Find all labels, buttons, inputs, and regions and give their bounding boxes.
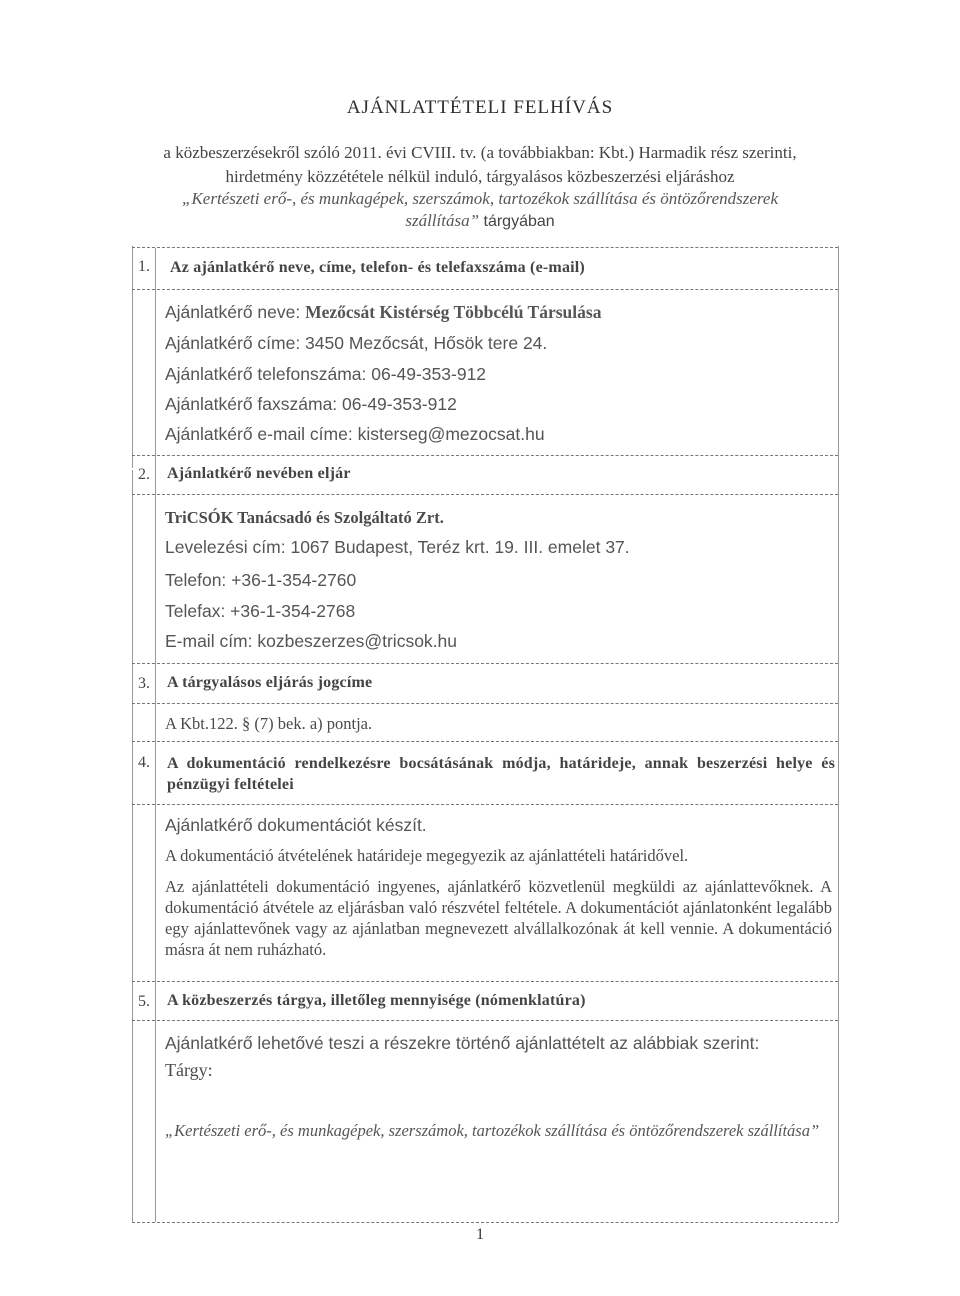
row-divider	[132, 741, 838, 742]
section-2-company: TriCSÓK Tanácsadó és Szolgáltató Zrt.	[165, 508, 444, 527]
section-1-address: Ajánlatkérő címe: 3450 Mezőcsát, Hősök tere 24.	[165, 333, 548, 353]
page-number: 1	[476, 1226, 484, 1243]
section-1-number: 1.	[138, 258, 150, 275]
section-5-subject-label: Tárgy:	[165, 1060, 213, 1080]
section-1-phone: Ajánlatkérő telefonszáma: 06-49-353-912	[165, 364, 487, 384]
section-5-p1: Ajánlatkérő lehetővé teszi a részekre történő ajánlattételt az alábbiak szerint:	[165, 1033, 760, 1053]
intro-line-2: hirdetmény közzététele nélkül induló, tárgyalásos közbeszerzési eljáráshoz	[225, 167, 735, 186]
row-divider	[132, 804, 838, 805]
row-divider	[132, 1020, 838, 1021]
document-title: AJÁNLATTÉTELI FELHÍVÁS	[346, 97, 614, 118]
section-5-heading: A közbeszerzés tárgya, illetőleg mennyisége (nómenklatúra)	[167, 992, 586, 1009]
section-5-number: 5.	[138, 993, 150, 1010]
section-4-heading: A dokumentáció rendelkezésre bocsátásának módja, határideje, annak beszerzési helye és pénzügyi feltételei	[167, 755, 835, 793]
table-left-border-lower	[132, 470, 133, 1222]
section-2-address: Levelezési cím: 1067 Budapest, Teréz krt. 19. III. emelet 37.	[165, 537, 630, 557]
table-number-column-divider	[155, 248, 156, 1222]
intro-line-3	[80, 188, 880, 210]
row-divider	[132, 494, 838, 495]
row-divider	[132, 247, 838, 248]
name-label: Ajánlatkérő neve:	[165, 302, 306, 322]
section-4-p2: A dokumentáció átvételének határideje megegyezik az ajánlattételi határidővel.	[165, 846, 689, 865]
intro-line-4	[80, 210, 880, 233]
section-2-fax: Telefax: +36-1-354-2768	[165, 601, 356, 621]
table-bottom-border	[132, 1222, 838, 1223]
intro-subject-italic-end: szállítása”	[405, 211, 480, 230]
section-1-name	[165, 302, 601, 323]
section-4-p1: Ajánlatkérő dokumentációt készít.	[165, 815, 427, 835]
table-right-border	[838, 246, 839, 1222]
section-2-phone: Telefon: +36-1-354-2760	[165, 570, 357, 590]
section-2-number: 2.	[138, 466, 150, 483]
contracting-authority-name: Mezőcsát Kistérség Többcélú Társulása	[305, 302, 602, 322]
section-4-number: 4.	[138, 754, 150, 771]
section-3-number: 3.	[138, 675, 150, 692]
row-divider	[132, 455, 838, 456]
section-2-heading: Ajánlatkérő nevében eljár	[167, 465, 351, 482]
intro-subject-suffix: tárgyában	[479, 213, 555, 230]
row-divider	[132, 981, 838, 982]
row-divider	[132, 663, 838, 664]
row-divider	[132, 703, 838, 704]
section-1-fax: Ajánlatkérő faxszáma: 06-49-353-912	[165, 394, 457, 414]
section-3-heading: A tárgyalásos eljárás jogcíme	[167, 674, 373, 691]
section-1-email: Ajánlatkérő e-mail címe: kisterseg@mezocsat.hu	[165, 424, 545, 444]
section-1-heading: Az ajánlatkérő neve, címe, telefon- és telefaxszáma (e-mail)	[170, 259, 585, 276]
row-divider	[132, 289, 838, 290]
section-4-p3: Az ajánlattételi dokumentáció ingyenes, ajánlatkérő közvetlenül megküldi az ajánlattevőknek. A dokumentáció átvétele az eljárásban való részvétel feltétele. A dokumentációt ajánlatonként legalább egy ajánlattevőnek vagy az ajánlatban megnevezett alvállalkozónak át kell vennie. A dokumentáció másra át nem ruházható.	[165, 877, 832, 959]
table-left-border	[132, 246, 133, 468]
section-2-email: E-mail cím: kozbeszerzes@tricsok.hu	[165, 631, 458, 651]
section-5-subject: „Kertészeti erő-, és munkagépek, szerszámok, tartozékok szállítása és öntözőrendszerek szállítása”	[165, 1121, 820, 1140]
intro-line-1: a közbeszerzésekről szóló 2011. évi CVIII. tv. (a továbbiakban: Kbt.) Harmadik rész szerinti,	[163, 143, 797, 162]
section-3-basis: A Kbt.122. § (7) bek. a) pontja.	[165, 714, 373, 733]
intro-subject-italic: „Kertészeti erő-, és munkagépek, szerszámok, tartozékok szállítása és öntözőrendszerek	[181, 189, 779, 208]
